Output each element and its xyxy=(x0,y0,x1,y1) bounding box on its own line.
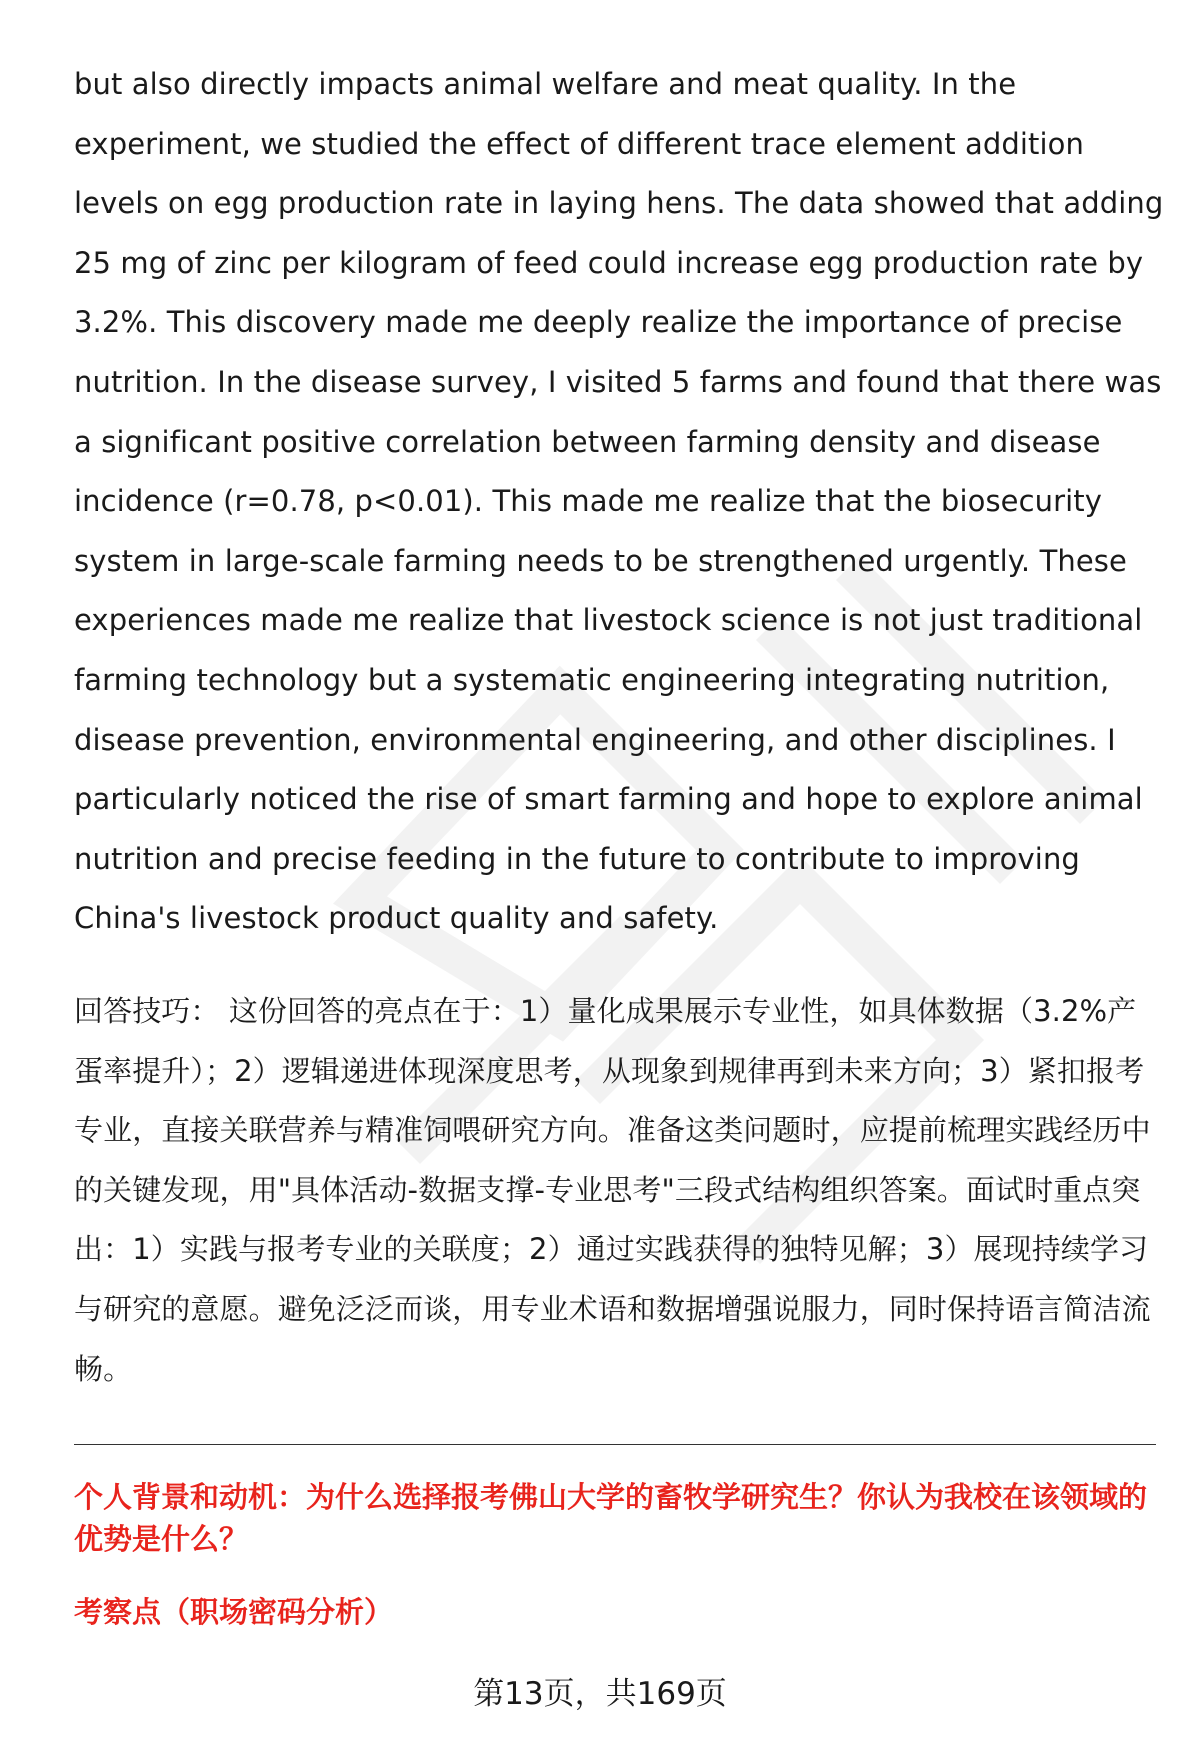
answer-tips-paragraph: 回答技巧： 这份回答的亮点在于：1）量化成果展示专业性，如具体数据（3.2%产蛋率提升）；2）逻辑递进体现深度思考，从现象到规律再到未来方向；3）紧扣报考专业，直接关联营养与精准饲喂研究方向。准备这类问题时，应提前梳理实践经历中的关键发现，用"具体活动-数据支撑-专业思考"三段式结构组织答案。面试时重点突出：1）实践与报考专业的关联度；2）通过实践获得的独特见解；3）展现持续学习与研究的意愿。避免泛泛而谈，用专业术语和数据增强说服力，同时保持语言简洁流畅。 xyxy=(74,994,1151,1386)
assessment-points-heading: 考察点（职场密码分析） xyxy=(74,1595,394,1629)
question-heading: 个人背景和动机：为什么选择报考佛山大学的畜牧学研究生？你认为我校在该领域的优势是什么？ xyxy=(74,1480,1148,1556)
answer-paragraph: but also directly impacts animal welfare and meat quality. In the experiment, we studied the effect of different trace element addition levels on egg production rate in laying hens. The data showed that adding 25 mg of zinc per kilogram of feed could increase egg production rate by 3.2%. This discovery made me deeply realize the importance of precise nutrition. In the disease survey, I visited 5 farms and found that there was a significant positive correlation between farming density and disease incidence (r=0.78, p<0.01). This made me realize that the biosecurity system in large-scale farming needs to be strengthened urgently. These experiences made me realize that livestock science is not just traditional farming technology but a systematic engineering integrating nutrition, disease prevention, environmental engineering, and other disciplines. I particularly noticed the rise of smart farming and hope to explore animal nutrition and precise feeding in the future to contribute to improving China's livestock product quality and safety. xyxy=(74,67,1164,936)
page-number: 第13页，共169页 xyxy=(473,1676,727,1712)
section-divider xyxy=(74,1444,1156,1445)
